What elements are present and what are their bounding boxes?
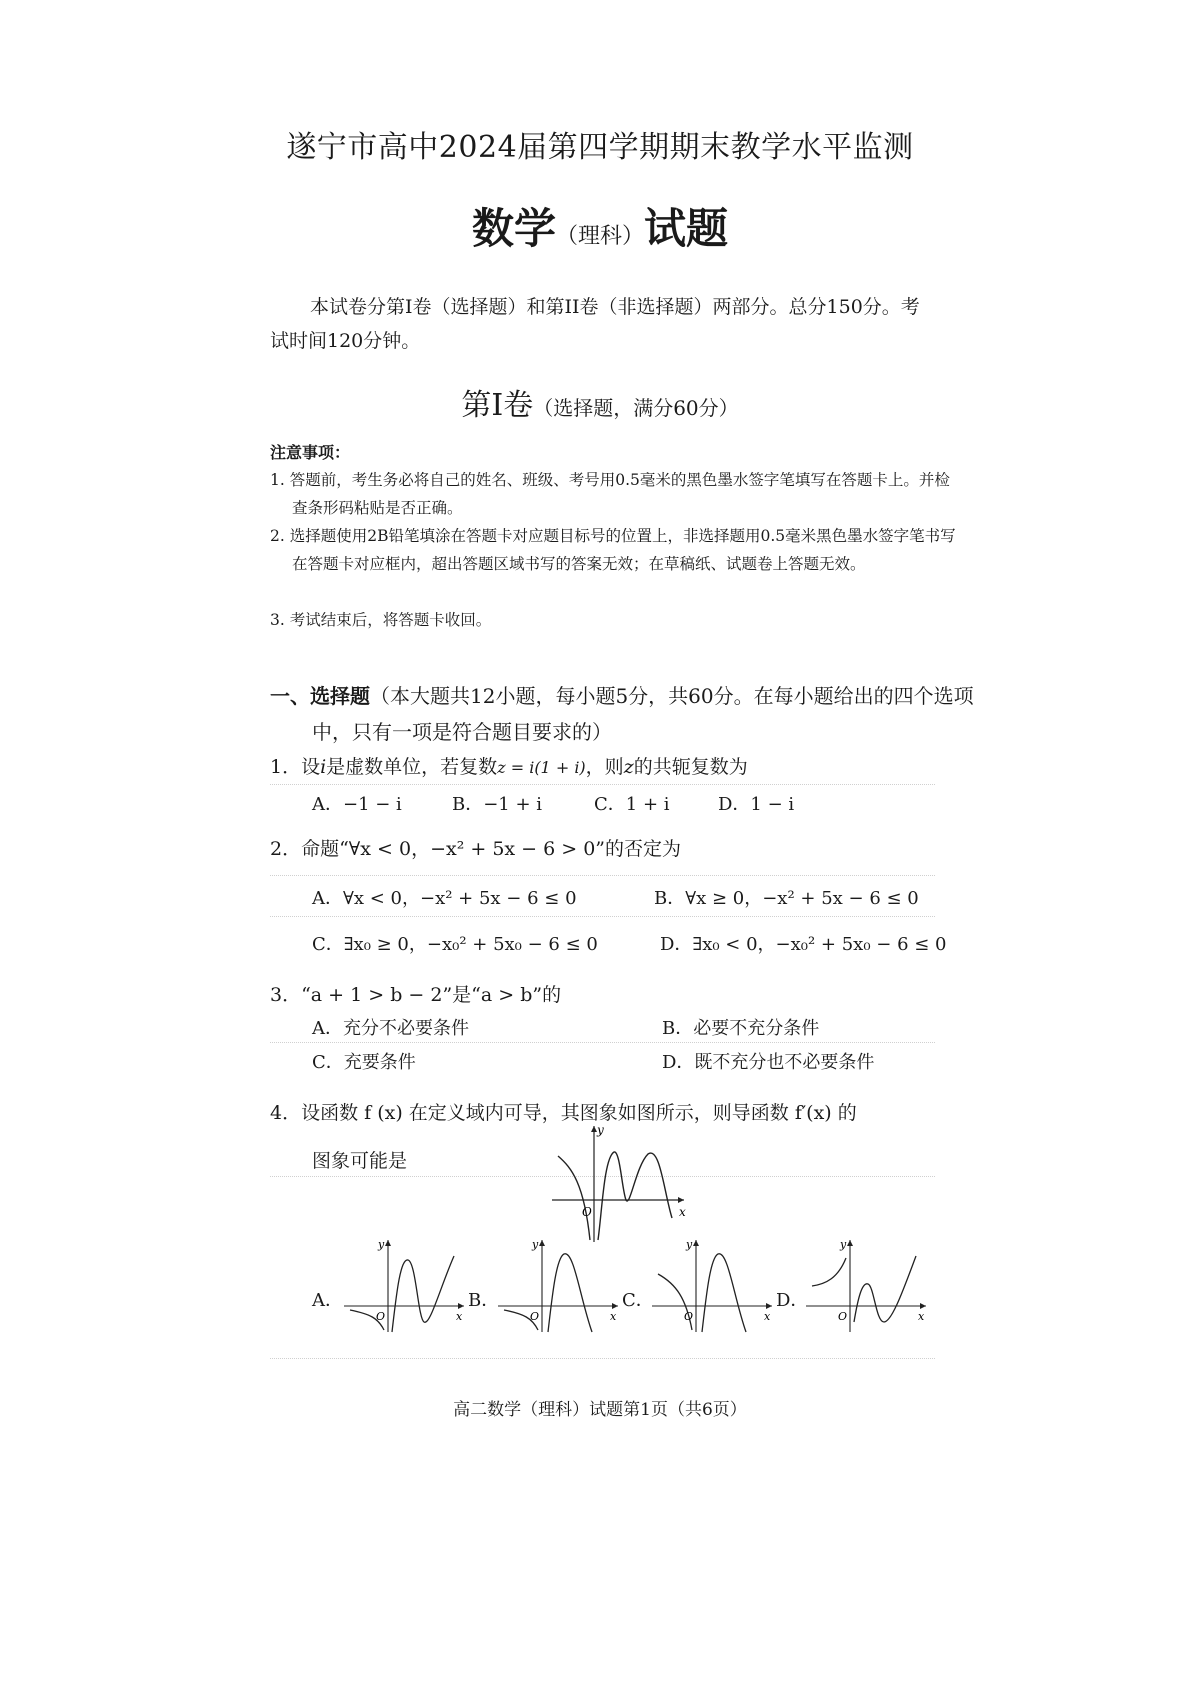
note-item-3: 3. 考试结束后，将答题卡收回。 (270, 611, 492, 629)
volume-name: 第Ⅰ卷 (461, 388, 534, 423)
q1-text-d: 的共轭复数为 (633, 756, 748, 778)
question-4-stem-2: 图象可能是 (312, 1150, 408, 1172)
d-y-label: y (840, 1238, 847, 1251)
q1-text-a: 1．设 (270, 756, 321, 778)
b-y-label: y (532, 1238, 539, 1251)
q1-var-i: i (320, 756, 327, 778)
note-item-1: 1. 答题前，考生务必将自己的姓名、班级、考号用0.5毫米的黑色墨水签字笔填写在答题卡上。并检查条形码粘贴是否正确。 (270, 471, 950, 517)
q3-option-b: B．必要不充分条件 (662, 1018, 820, 1039)
q4-option-d-graph (804, 1238, 930, 1334)
subject-main: 数学 (471, 204, 556, 253)
subject-title (0, 196, 1200, 256)
a-y-label: y (378, 1238, 385, 1251)
note-item-2: 2. 选择题使用2B铅笔填涂在答题卡对应题目标号的位置上，非选择题用0.5毫米黑色墨水签字笔书写在答题卡对应框内，超出答题区域书写的答案无效；在草稿纸、试题卷上答题无效。 (270, 527, 956, 573)
exam-title: 遂宁市高中2024届第四学期期末教学水平监测 (286, 130, 914, 165)
b-origin-label: O (530, 1310, 540, 1323)
q4-option-d-label: D． (776, 1290, 809, 1311)
q1-option-b: B．−1 + i (452, 794, 543, 815)
subject-paren: （理科） (555, 224, 644, 249)
d-x-label: x (918, 1310, 925, 1323)
section-desc: （本大题共12小题，每小题5分，共60分。在每小题给出的四个选项中，只有一项是符合题目要求的） (312, 684, 974, 744)
c-origin-label: O (684, 1310, 694, 1323)
section-heading (270, 678, 977, 750)
volume-note: （选择题，满分60分） (533, 396, 739, 420)
q1-text-c: ，则 (585, 756, 624, 778)
d-origin-label: O (838, 1310, 848, 1323)
notes-heading: 注意事项： (270, 443, 351, 462)
a-x-label: x (456, 1310, 463, 1323)
q4-option-b-graph (496, 1238, 622, 1334)
question-4-stem: 4．设函数 f (x) 在定义域内可导，其图象如图所示，则导函数 f′(x) 的 (270, 1102, 857, 1124)
section-label: 一、选择题 (270, 684, 370, 708)
q1-text-b: 是虚数单位，若复数 (326, 756, 498, 778)
q4-main-graph (544, 1122, 688, 1244)
main-y-label: y (597, 1123, 604, 1137)
main-x-label: x (679, 1205, 686, 1219)
q1-var-z: z (623, 756, 634, 778)
q4-option-c-graph (650, 1238, 776, 1334)
a-origin-label: O (376, 1310, 386, 1323)
c-x-label: x (764, 1310, 771, 1323)
q3-option-d: D．既不充分也不必要条件 (662, 1052, 875, 1073)
q3-option-c: C．充要条件 (312, 1052, 416, 1073)
c-y-label: y (686, 1238, 693, 1251)
b-x-label: x (610, 1310, 617, 1323)
q4-option-a-graph (342, 1238, 468, 1334)
q1-option-c: C．1 + i (594, 794, 670, 815)
q1-option-a: A．−1 − i (312, 794, 402, 815)
question-1-stem (270, 752, 748, 779)
q1-expr: z = i(1 + i) (497, 758, 586, 777)
subject-tail: 试题 (644, 204, 729, 253)
q2-option-b: B．∀x ≥ 0，−x² + 5x − 6 ≤ 0 (654, 888, 919, 909)
page-footer: 高二数学（理科）试题第1页（共6页） (453, 1400, 747, 1420)
intro-paragraph: 本试卷分第I卷（选择题）和第II卷（非选择题）两部分。总分150分。考试时间120分钟。 (270, 296, 920, 352)
question-3-stem: 3．“a + 1 > b − 2”是“a > b”的 (270, 984, 562, 1006)
main-origin-label: O (582, 1205, 592, 1219)
q2-option-a: A．∀x < 0，−x² + 5x − 6 ≤ 0 (312, 888, 577, 909)
q2-option-c: C．∃x₀ ≥ 0，−x₀² + 5x₀ − 6 ≤ 0 (312, 934, 598, 955)
q1-option-d: D．1 − i (718, 794, 795, 815)
q2-option-d: D．∃x₀ < 0，−x₀² + 5x₀ − 6 ≤ 0 (660, 934, 947, 955)
q3-option-a: A．充分不必要条件 (312, 1018, 469, 1039)
question-2-stem: 2．命题“∀x < 0，−x² + 5x − 6 > 0”的否定为 (270, 838, 682, 860)
q4-option-c-label: C． (622, 1290, 654, 1311)
q4-option-a-label: A． (312, 1290, 343, 1311)
q4-option-b-label: B． (468, 1290, 500, 1311)
volume-title (0, 380, 1200, 424)
